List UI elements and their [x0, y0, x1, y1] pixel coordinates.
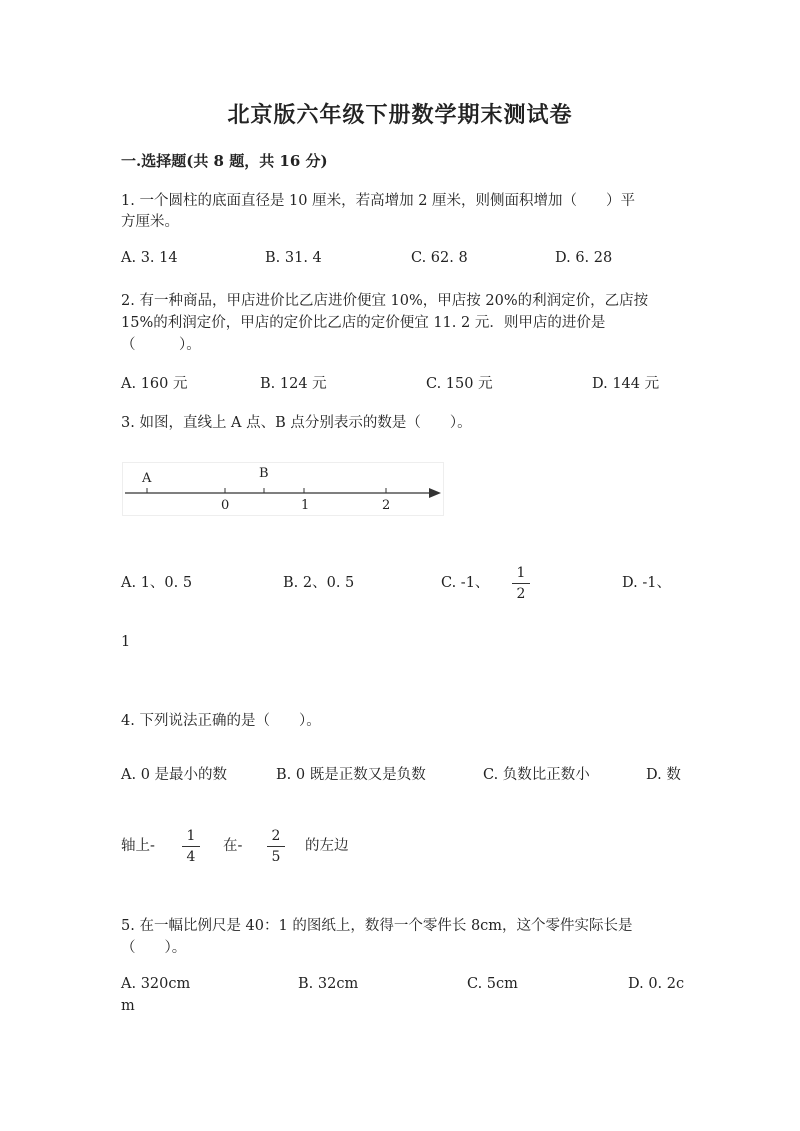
q2-option-b: B. 124 元 — [260, 376, 327, 392]
q4-fraction-2 — [266, 828, 286, 865]
page-title: 北京版六年级下册数学期末测试卷 — [227, 102, 573, 128]
tick-label-2: 2 — [382, 498, 391, 513]
q1-option-b: B. 31. 4 — [265, 250, 322, 266]
fraction-numerator: 1 — [516, 565, 526, 581]
q3-option-d: D. -1、 — [622, 575, 671, 591]
fraction-denominator: 4 — [186, 849, 196, 865]
point-a-label: A — [142, 471, 152, 486]
fraction-bar — [182, 846, 200, 847]
question-1-text: 1. 一个圆柱的底面直径是 10 厘米，若高增加 2 厘米，则侧面积增加（ ）平 — [121, 193, 636, 209]
q5-option-d-cont: m — [121, 998, 135, 1014]
q4-option-c: C. 负数比正数小 — [483, 767, 590, 783]
fraction-numerator: 1 — [186, 828, 196, 844]
q4-option-d-suffix: 的左边 — [305, 838, 349, 854]
q3-option-c: C. -1、 — [441, 575, 490, 591]
question-3-text: 3. 如图，直线上 A 点、B 点分别表示的数是（ ）。 — [121, 415, 472, 431]
point-b-label: B — [259, 466, 269, 481]
q5-option-a: A. 320cm — [121, 976, 191, 992]
fraction-denominator: 5 — [271, 849, 281, 865]
q4-fraction-1 — [181, 828, 201, 865]
q5-option-c: C. 5cm — [467, 976, 518, 992]
question-2-text: 2. 有一种商品，甲店进价比乙店进价便宜 10%，甲店按 20%的利润定价，乙店按 — [121, 293, 649, 309]
question-4-text: 4. 下列说法正确的是（ ）。 — [121, 713, 321, 729]
fraction-denominator: 2 — [516, 586, 526, 602]
question-5-text: 5. 在一幅比例尺是 40：1 的图纸上，数得一个零件长 8cm，这个零件实际长是 — [121, 918, 633, 934]
q5-option-b: B. 32cm — [298, 976, 359, 992]
number-line-axis — [123, 463, 443, 515]
q2-option-c: C. 150 元 — [426, 376, 493, 392]
question-1-text-cont: 方厘米。 — [121, 214, 179, 230]
fraction-bar — [512, 583, 530, 584]
q4-option-d-cont: 轴上- — [121, 838, 155, 854]
q2-option-d: D. 144 元 — [592, 376, 660, 392]
q3-option-c-fraction — [511, 565, 531, 602]
q4-option-d-mid: 在- — [223, 838, 243, 854]
q1-option-d: D. 6. 28 — [555, 250, 613, 266]
q3-option-d-cont: 1 — [121, 634, 131, 650]
q3-option-a: A. 1、0. 5 — [121, 575, 193, 591]
question-2-text-cont: 15%的利润定价，甲店的定价比乙店的定价便宜 11. 2 元．则甲店的进价是 — [121, 315, 606, 331]
q1-option-c: C. 62. 8 — [411, 250, 468, 266]
q5-option-d: D. 0. 2c — [628, 976, 685, 992]
q3-option-b: B. 2、0. 5 — [283, 575, 355, 591]
q4-option-b: B. 0 既是正数又是负数 — [276, 767, 426, 783]
tick-label-1: 1 — [301, 498, 310, 513]
fraction-numerator: 2 — [271, 828, 281, 844]
q1-option-a: A. 3. 14 — [121, 250, 178, 266]
q4-option-d: D. 数 — [646, 767, 681, 783]
fraction-bar — [267, 846, 285, 847]
q4-option-a: A. 0 是最小的数 — [121, 767, 228, 783]
tick-label-0: 0 — [221, 498, 230, 513]
question-5-text-cont: （ ）。 — [121, 940, 187, 956]
question-2-text-cont2: （ ）。 — [121, 337, 201, 353]
q2-option-a: A. 160 元 — [121, 376, 188, 392]
section-heading: 一.选择题(共 8 题，共 16 分) — [121, 152, 328, 170]
number-line-figure — [122, 462, 444, 516]
